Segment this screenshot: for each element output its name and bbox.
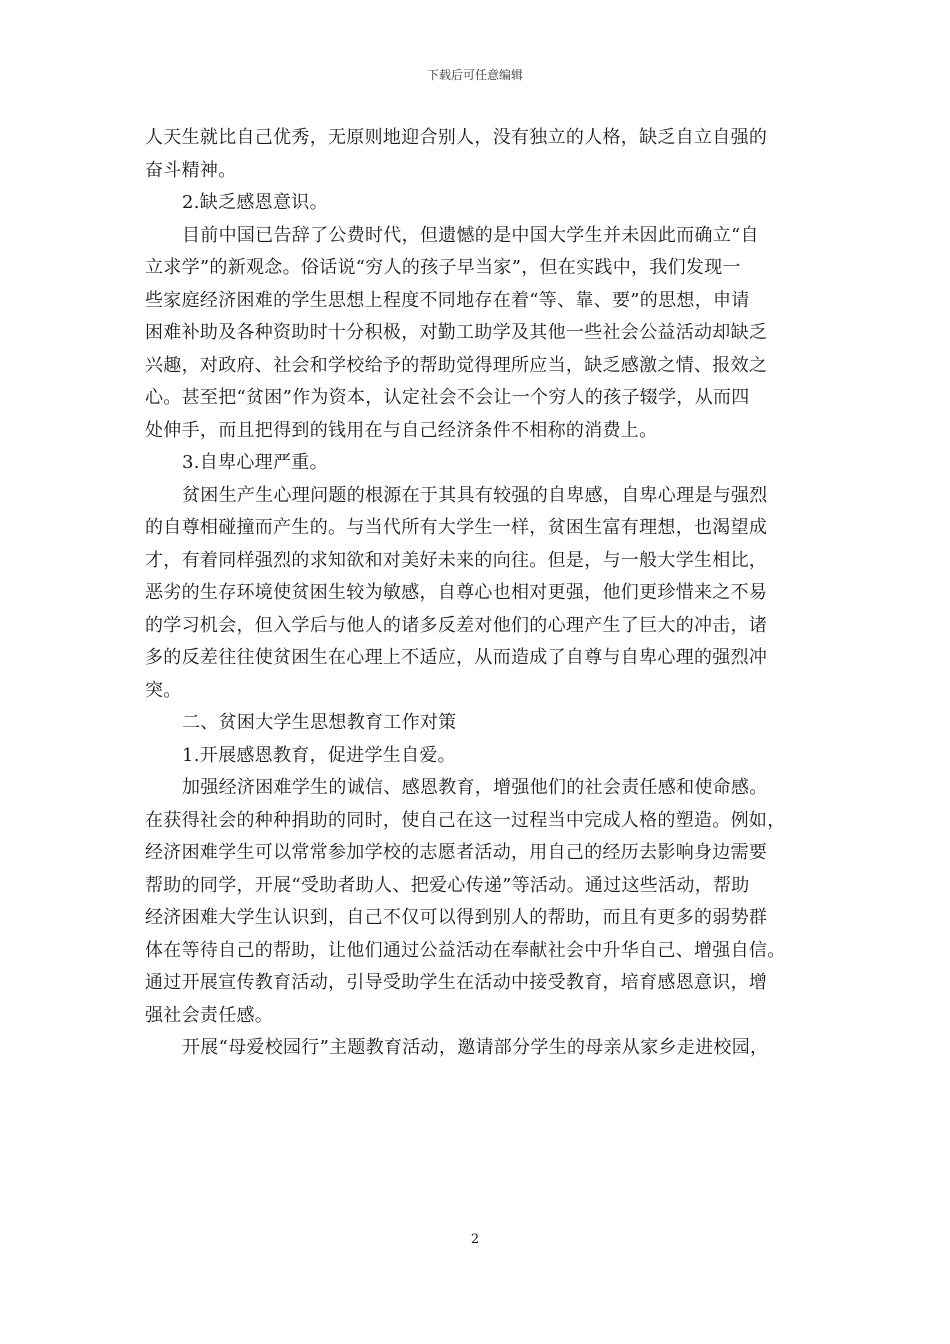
text-line: 奋斗精神。 [145,159,237,181]
text-line: 帮助的同学，开展“受助者助人、把爱心传递”等活动。通过这些活动，帮助 [145,874,750,896]
text-line: 在获得社会的种种捐助的同时，使自己在这一过程当中完成人格的塑造。例如， [145,809,786,831]
text-line: 心。甚至把“贫困”作为资本，认定社会不会让一个穷人的孩子辍学，从而四 [145,387,750,408]
text-line: 突。 [145,679,182,701]
text-line: 些家庭经济困难的学生思想上程度不同地存在着“等、靠、要”的思想，申请 [145,289,750,311]
text-line: 经济困难大学生认识到，自己不仅可以得到别人的帮助，而且有更多的弱势群 [145,907,768,928]
text-line: 的自尊相碰撞而产生的。与当代所有大学生一样，贫困生富有理想，也渴望成 [145,517,768,538]
text-line: 目前中国已告辞了公费时代，但遗憾的是中国大学生并未因此而确立“自 [182,224,759,246]
text-line: 多的反差往往使贫困生在心理上不适应，从而造成了自尊与自卑心理的强烈冲 [145,647,768,668]
document-body [145,122,805,1065]
text-line: 恶劣的生存环境使贫困生较为敏感，自尊心也相对更强，他们更珍惜来之不易 [145,582,768,603]
text-line: 开展“母爱校园行”主题教育活动，邀请部分学生的母亲从家乡走进校园， [182,1037,769,1058]
text-line: 兴趣，对政府、社会和学校给予的帮助觉得理所应当，缺乏感激之情、报效之 [145,354,768,376]
text-line: 二、贫困大学生思想教育工作对策 [182,712,457,733]
text-line: 2.缺乏感恩意识。 [182,192,328,213]
text-line: 的学习机会，但入学后与他人的诸多反差对他们的心理产生了巨大的冲击，诸 [145,614,768,636]
text-line: 立求学”的新观念。俗话说“穷人的孩子早当家”，但在实践中，我们发现一 [145,257,741,278]
text-line: 加强经济困难学生的诚信、感恩教育，增强他们的社会责任感和使命感。 [182,777,768,798]
text-line: 1.开展感恩教育，促进学生自爱。 [182,744,456,766]
text-line: 通过开展宣传教育活动，引导受助学生在活动中接受教育，培育感恩意识，增 [145,972,768,993]
text-line: 经济困难学生可以常常参加学校的志愿者活动，用自己的经历去影响身边需要 [145,842,768,863]
text-line: 处伸手，而且把得到的钱用在与自己经济条件不相称的消费上。 [145,419,658,441]
text-line: 强社会责任感。 [145,1004,274,1026]
page-header: 下载后可任意编辑 [426,68,523,82]
text-line: 3.自卑心理严重。 [182,452,328,473]
text-line: 才，有着同样强烈的求知欲和对美好未来的向往。但是，与一般大学生相比， [145,549,768,571]
text-line: 人天生就比自己优秀，无原则地迎合别人，没有独立的人格，缺乏自立自强的 [145,127,768,148]
text-line: 困难补助及各种资助时十分积极，对勤工助学及其他一些社会公益活动却缺乏 [145,322,768,343]
page-number: 2 [470,1232,480,1247]
text-line: 贫困生产生心理问题的根源在于其具有较强的自卑感，自卑心理是与强烈 [182,484,768,506]
text-line: 体在等待自己的帮助，让他们通过公益活动在奉献社会中升华自己、增强自信。 [145,939,786,961]
